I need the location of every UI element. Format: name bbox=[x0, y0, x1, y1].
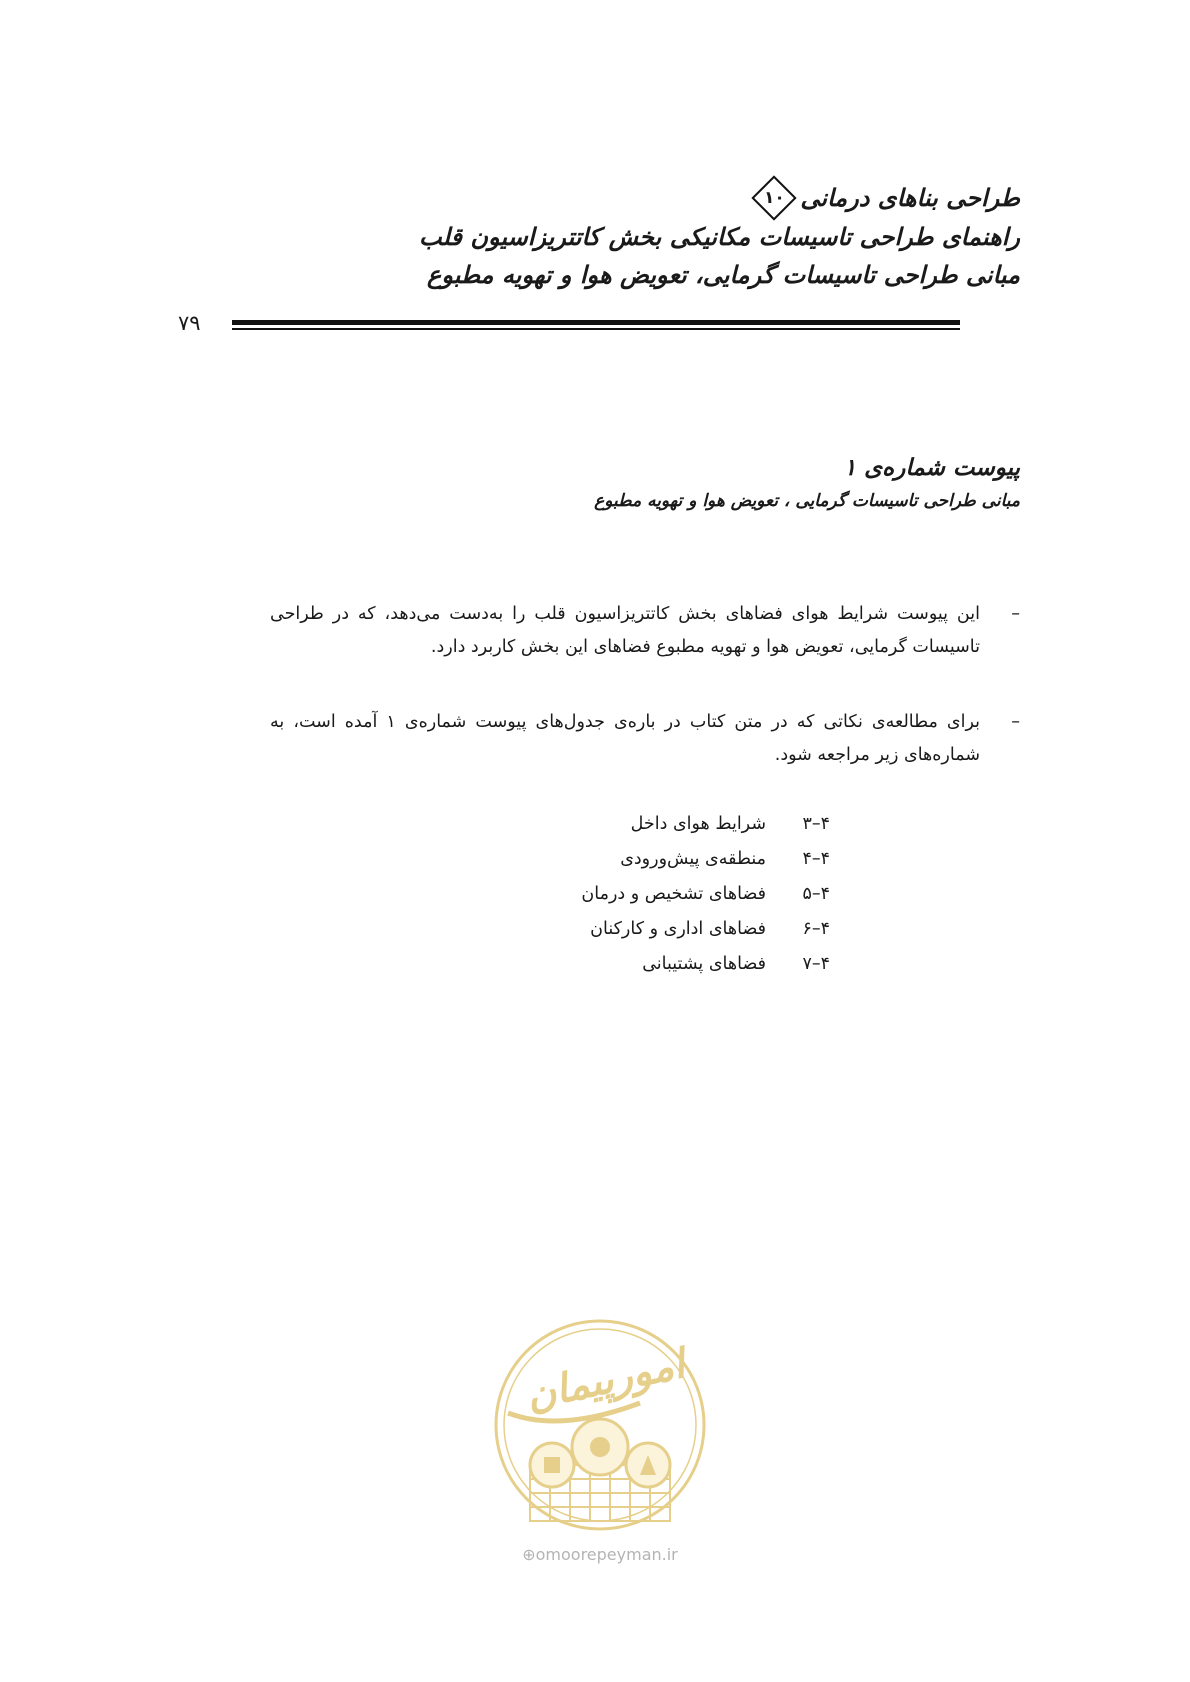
reference-code: ۴–۶ bbox=[802, 919, 830, 939]
bullet-paragraph-2 bbox=[170, 706, 1020, 772]
reference-label: منطقه‌ی پیش‌ورودی bbox=[620, 849, 766, 869]
reference-label: فضاهای پشتیبانی bbox=[642, 954, 766, 974]
appendix-title: پیوست شماره‌ی ۱ bbox=[843, 455, 1020, 481]
bullet-dash: – bbox=[1011, 712, 1020, 732]
reference-code: ۴–۵ bbox=[802, 884, 830, 904]
chapter-title: مبانی طراحی تاسیسات گرمایی، تعویض هوا و تهویه مطبوع bbox=[427, 261, 1020, 289]
globe-icon: ⊕ bbox=[522, 1545, 536, 1564]
watermark-website-text: omoorepeyman.ir bbox=[535, 1545, 678, 1564]
reference-label: فضاهای اداری و کارکنان bbox=[590, 919, 766, 939]
page-header bbox=[260, 178, 1020, 294]
reference-item bbox=[581, 842, 830, 877]
reference-label: فضاهای تشخیص و درمان bbox=[581, 884, 766, 904]
header-rule-thick bbox=[232, 320, 960, 325]
header-rule bbox=[232, 320, 960, 330]
watermark-logo bbox=[490, 1315, 710, 1535]
reference-item bbox=[581, 947, 830, 982]
reference-item bbox=[581, 807, 830, 842]
reference-label: شرایط هوای داخل bbox=[630, 814, 766, 834]
watermark-logo-text: امورپیمان bbox=[521, 1340, 689, 1420]
reference-item bbox=[581, 912, 830, 947]
series-number-badge bbox=[754, 178, 794, 218]
reference-list bbox=[581, 807, 830, 982]
header-rule-thin bbox=[232, 328, 960, 330]
watermark-website bbox=[500, 1545, 700, 1564]
bullet-dash: – bbox=[1011, 604, 1020, 624]
reference-code: ۴–۳ bbox=[802, 814, 830, 834]
series-number: ۱۰ bbox=[763, 188, 785, 208]
appendix-heading bbox=[594, 450, 1020, 516]
series-row bbox=[260, 178, 1020, 218]
book-title: راهنمای طراحی تاسیسات مکانیکی بخش کاتتریزاسیون قلب bbox=[419, 223, 1020, 251]
page-number: ۷۹ bbox=[178, 311, 201, 335]
series-title: طراحی بناهای درمانی bbox=[800, 184, 1020, 212]
reference-code: ۴–۴ bbox=[802, 849, 830, 869]
bullet-paragraph-1 bbox=[170, 598, 1020, 664]
reference-item bbox=[581, 877, 830, 912]
bullet-text: برای مطالعه‌ی نکاتی که در متن کتاب در باره‌ی جدول‌های پیوست شماره‌ی ۱ آمده است، به شماره‌های زیر مراجعه شود. bbox=[270, 712, 981, 765]
bullet-text: این پیوست شرایط هوای فضاهای بخش کاتتریزاسیون قلب را به‌دست می‌دهد، که در طراحی تاسیسات گرمایی، تعویض هوا و تهویه مطبوع فضاهای این بخش کاربرد دارد. bbox=[270, 604, 980, 657]
appendix-subtitle: مبانی طراحی تاسیسات گرمایی ، تعویض هوا و تهویه مطبوع bbox=[594, 491, 1020, 511]
reference-code: ۴–۷ bbox=[802, 954, 830, 974]
